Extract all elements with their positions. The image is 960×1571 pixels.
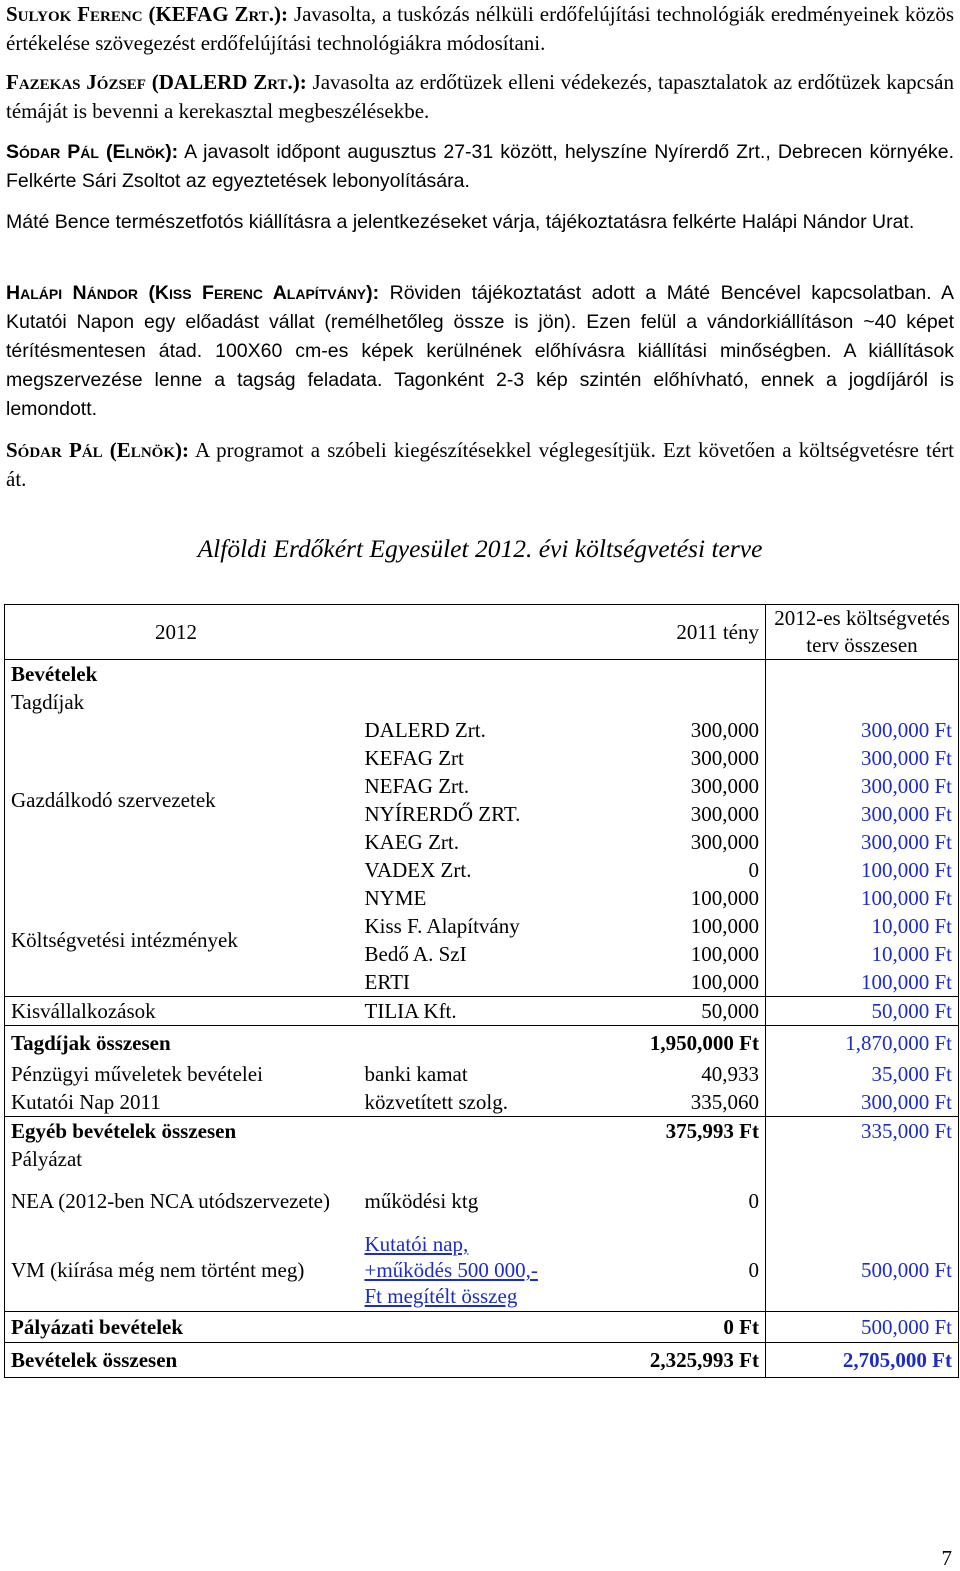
cell-name: banki kamat (364, 1062, 468, 1086)
cell-actual: 50,000 (559, 997, 766, 1026)
row-label: Pályázati bevételek (5, 1312, 359, 1343)
cell-actual: 0 Ft (559, 1312, 766, 1343)
cell-name: NYME (364, 886, 427, 910)
table-row (5, 1343, 959, 1378)
cell-name: NYÍRERDŐ ZRT. (364, 802, 521, 826)
cell-actual: 40,933 (559, 1060, 766, 1088)
cell-actual: 0 (559, 1229, 766, 1312)
table-row (5, 1229, 959, 1312)
cell-plan: 50,000 Ft (766, 997, 959, 1026)
cell-name: DALERD Zrt. (364, 718, 486, 742)
row-label: Bevételek összesen (5, 1343, 359, 1378)
speaker-name: Sódar Pál (Elnök): (6, 141, 179, 163)
cell-plan: 35,000 Ft (766, 1060, 959, 1088)
header-actual: 2011 tény (559, 605, 766, 660)
paragraph-text: A programot a szóbeli kiegészítésekkel véglegesítjük. Ezt követően a költségvetésre tért át. (6, 438, 954, 491)
section-label: Bevételek (5, 660, 359, 689)
speaker-name: Sódar Pál (Elnök): (6, 438, 189, 462)
cell-plan: 300,000 Ft (766, 828, 959, 856)
header-plan: 2012-es költségvetés terv összesen (766, 605, 959, 660)
table-row (5, 1026, 959, 1061)
cell-name: VADEX Zrt. (364, 858, 472, 882)
row-label: Kutatói Nap 2011 (5, 1088, 359, 1117)
cell-plan: 300,000 Ft (766, 744, 959, 772)
cell-actual: 100,000 (559, 940, 766, 968)
row-label: NEA (2012-ben NCA utódszervezete) (5, 1173, 359, 1229)
vm-note-link[interactable]: Kutatói nap, +működés 500 000,- Ft megítélt összeg (364, 1232, 538, 1308)
table-row (5, 1060, 959, 1088)
cell-plan: 300,000 Ft (766, 800, 959, 828)
cell-name: KEFAG Zrt (364, 746, 464, 770)
cell-plan: 10,000 Ft (766, 912, 959, 940)
paragraph-text: Javasolta, a tuskózás nélküli erdőfelújítási technológiák eredményeinek közös értékelése szövegezést erdőfelújítási technológiákra módosítani. (6, 2, 954, 55)
speaker-name: Halápi Nándor (Kiss Ferenc Alapítvány): (6, 282, 380, 304)
cell-plan: 2,705,000 Ft (766, 1343, 959, 1378)
cell-actual: 375,993 Ft (559, 1117, 766, 1146)
cell-actual: 100,000 (559, 968, 766, 997)
table-row (5, 997, 959, 1026)
row-label: VM (kiírása még nem történt meg) (5, 1229, 359, 1312)
cell-plan: 10,000 Ft (766, 940, 959, 968)
paragraph-sodar-2 (6, 436, 954, 494)
row-label: Gazdálkodó szervezetek (5, 716, 359, 884)
paragraph-text: Röviden tájékoztatást adott a Máté Bencével kapcsolatban. A Kutatói Napon egy előadást vállat (remélhetőleg össze is jön). Ezen felül a vándorkiállításon ~40 képet térítésmentesen átad. 100X60 cm-es képek kerülnének előhívásra kiállítási minőségben. A kiállítások megszervezése lenne a tagság feladata. Tagonként 2-3 kép szintén előhívható, ennek a jogdíjáról is lemondott. (6, 282, 954, 420)
table-row (5, 1312, 959, 1343)
cell-name: közvetített szolg. (364, 1090, 508, 1114)
cell-actual: 0 (559, 1173, 766, 1229)
paragraph-mate (6, 208, 954, 237)
row-label: Pénzügyi műveletek bevételei (5, 1060, 359, 1088)
cell-actual: 300,000 (559, 828, 766, 856)
cell-actual: 300,000 (559, 744, 766, 772)
table-row (5, 660, 959, 689)
row-label: Pályázat (5, 1145, 359, 1173)
cell-plan: 500,000 Ft (766, 1229, 959, 1312)
paragraph-sulyok (6, 0, 954, 58)
cell-actual: 300,000 (559, 772, 766, 800)
cell-name: NEFAG Zrt. (364, 774, 470, 798)
table-row (5, 884, 959, 912)
cell-name: ERTI (364, 970, 410, 994)
table-row (5, 1117, 959, 1146)
cell-name: Bedő A. SzI (364, 942, 467, 966)
speaker-name: Fazekas József (DALERD Zrt.): (6, 70, 307, 94)
paragraph-text: Javasolta az erdőtüzek elleni védekezés, tapasztalatok az erdőtüzek kapcsán témáját is bevenni a kerekasztal megbeszélésekbe. (6, 70, 954, 123)
cell-name: KAEG Zrt. (364, 830, 459, 854)
row-label: Tagdíjak (5, 688, 359, 716)
cell-actual: 100,000 (559, 884, 766, 912)
paragraph-fazekas (6, 68, 954, 126)
cell-plan: 500,000 Ft (766, 1312, 959, 1343)
table-row (5, 1088, 959, 1117)
cell-actual: 2,325,993 Ft (559, 1343, 766, 1378)
cell-plan: 335,000 Ft (766, 1117, 959, 1146)
page-number: 7 (941, 1546, 952, 1570)
paragraph-text: Máté Bence természetfotós kiállításra a jelentkezéseket várja, tájékoztatásra felkérte Halápi Nándor Urat. (6, 211, 915, 233)
budget-table (4, 604, 959, 1378)
table-row (5, 688, 959, 716)
header-year: 2012 (5, 605, 559, 660)
table-row (5, 1173, 959, 1229)
table-header-row (5, 605, 959, 660)
cell-actual: 1,950,000 Ft (559, 1026, 766, 1061)
budget-title: Alföldi Erdőkért Egyesület 2012. évi költségvetési terve (197, 534, 763, 563)
row-label: Tagdíjak összesen (5, 1026, 359, 1061)
cell-actual: 300,000 (559, 716, 766, 744)
cell-plan: 1,870,000 Ft (766, 1026, 959, 1061)
cell-actual: 335,060 (559, 1088, 766, 1117)
cell-plan: 300,000 Ft (766, 1088, 959, 1117)
cell-plan: 300,000 Ft (766, 716, 959, 744)
cell-actual: 100,000 (559, 912, 766, 940)
row-label: Költségvetési intézmények (5, 884, 359, 997)
table-row (5, 716, 959, 744)
cell-plan: 100,000 Ft (766, 884, 959, 912)
cell-plan: 100,000 Ft (766, 856, 959, 884)
table-row (5, 1145, 959, 1173)
cell-name: Kiss F. Alapítvány (364, 914, 520, 938)
row-label: Egyéb bevételek összesen (5, 1117, 359, 1146)
cell-plan: 100,000 Ft (766, 968, 959, 997)
cell-actual: 300,000 (559, 800, 766, 828)
paragraph-sodar-1 (6, 138, 954, 196)
paragraph-text: A javasolt időpont augusztus 27-31 között, helyszíne Nyírerdő Zrt., Debrecen környéke. Felkérte Sári Zsoltot az egyeztetések lebonyolítására. (6, 141, 954, 192)
cell-name: működési ktg (364, 1189, 479, 1213)
row-label: Kisvállalkozások (5, 997, 359, 1026)
paragraph-halapi (6, 279, 954, 424)
cell-actual: 0 (559, 856, 766, 884)
cell-plan: 300,000 Ft (766, 772, 959, 800)
speaker-name: Sulyok Ferenc (KEFAG Zrt.): (6, 2, 289, 26)
cell-name: TILIA Kft. (359, 997, 559, 1026)
